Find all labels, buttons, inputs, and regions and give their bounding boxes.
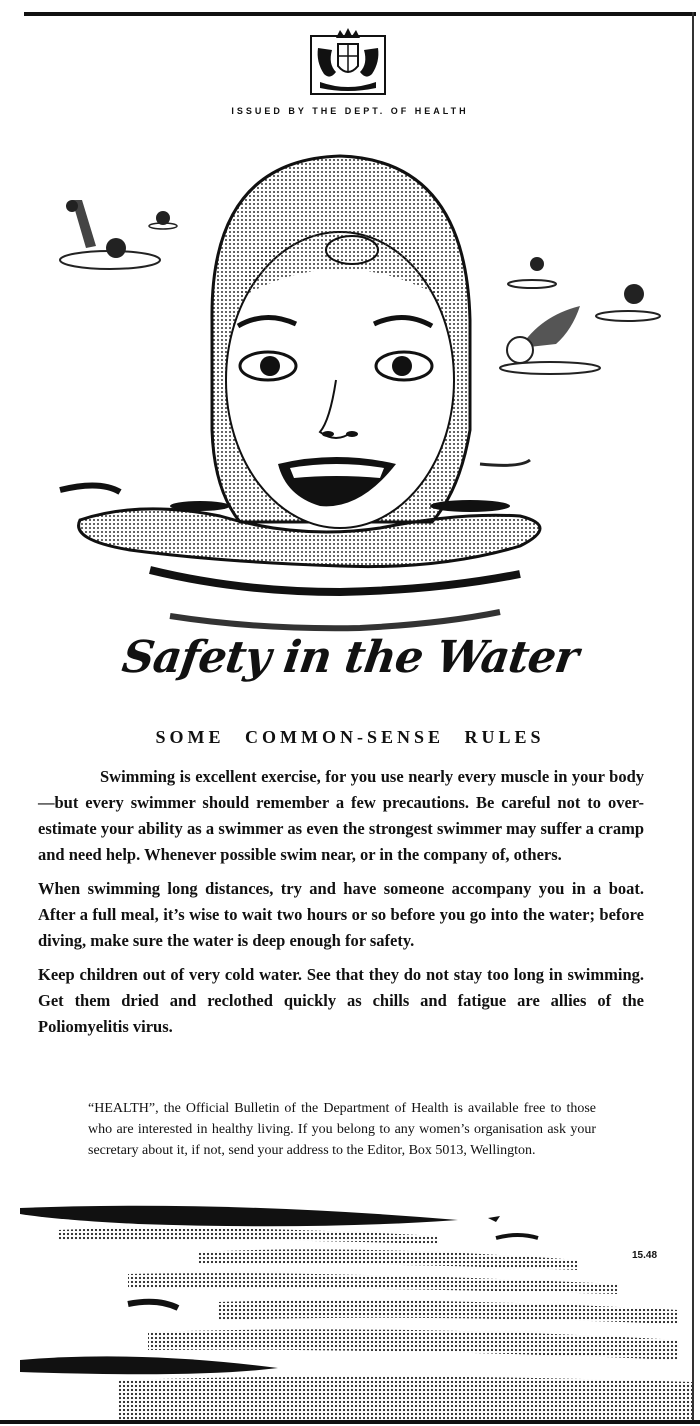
swimmer-illustration bbox=[0, 130, 700, 650]
paragraph: When swimming long distances, try and have someone accompany you in a boat. After a full meal, it’s wise to wait two hours or so before you go into the water; before diving, make sure the water is deep enough for safety. bbox=[38, 879, 644, 950]
bottom-border-rule bbox=[0, 1420, 700, 1424]
subtitle: SOME COMMON-SENSE RULES bbox=[155, 727, 545, 747]
bulletin-notice: “HEALTH”, the Official Bulletin of the Department of Health is available free to those who are interested in healthy living. If you belong to any women’s organisation ask your secretary about it, if not, send your address to the Editor, Box 5013, Wellington. bbox=[88, 1101, 596, 1158]
sea-waves-illustration bbox=[18, 1200, 694, 1420]
paragraph: Swimming is excellent exercise, for you use nearly every muscle in your body—but every swimmer should remember a few precautions. Be careful not to over-estimate your ability as a swimmer as even the strongest swimmer may suffer a cramp and need help. Whenever possible swim near, or in the company of, others. bbox=[38, 767, 644, 864]
woman-face bbox=[212, 156, 470, 528]
reference-code: 15.48 bbox=[632, 1250, 658, 1261]
top-border-rule bbox=[24, 12, 696, 16]
paragraph: Keep children out of very cold water. See that they do not stay too long in swimming. Get them dried and reclothed quickly as chills and fatigue are allies of the Poliomyelitis virus. bbox=[38, 965, 644, 1036]
background-swimmer bbox=[60, 200, 177, 269]
coat-of-arms-icon bbox=[310, 28, 386, 96]
issued-by-line: ISSUED BY THE DEPT. OF HEALTH bbox=[231, 106, 469, 116]
body-text bbox=[38, 764, 644, 1048]
headline-title: Safety in the Water bbox=[119, 632, 581, 683]
background-swimmer bbox=[480, 257, 660, 465]
